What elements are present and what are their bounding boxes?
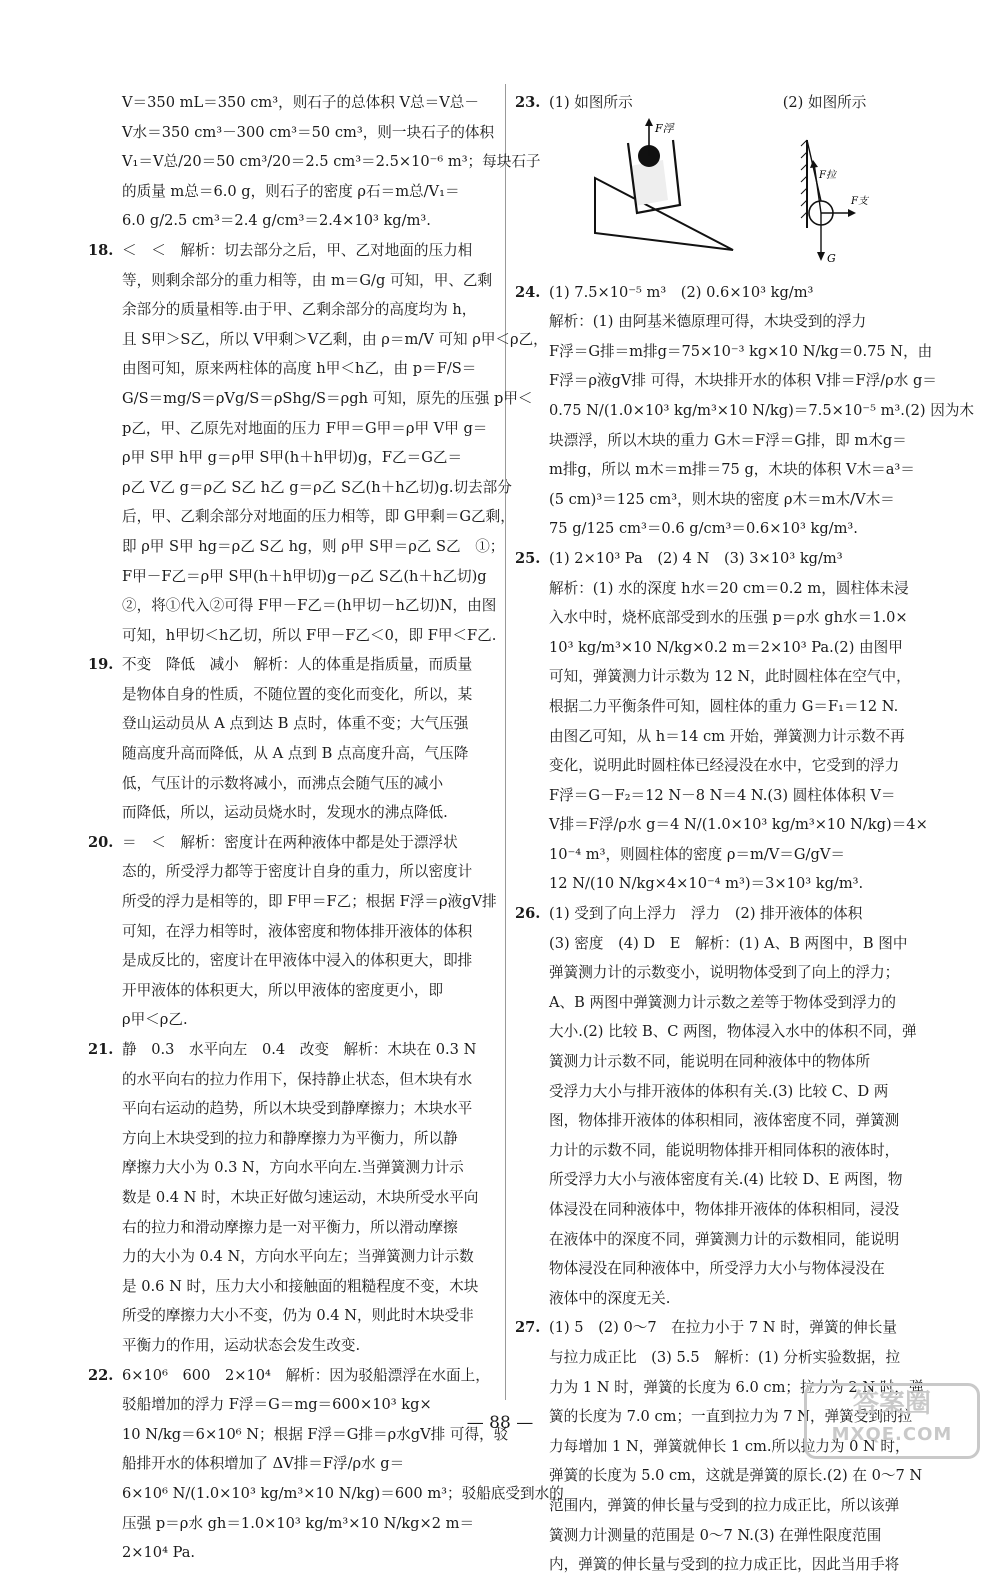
label-g: G bbox=[827, 251, 836, 265]
text-line bbox=[515, 1106, 933, 1136]
line-text: 所受的浮力是相等的，即 F甲＝F乙；根据 F浮＝ρ液gV排 bbox=[122, 893, 497, 911]
question-number: 25. bbox=[515, 549, 541, 567]
page-number: — 88 — bbox=[466, 1413, 534, 1433]
line-text: 6×10⁶ 600 2×10⁴ 解析：因为驳船漂浮在水面上， bbox=[122, 1366, 490, 1384]
line-text: (1) 5 (2) 0～7 在拉力小于 7 N 时，弹簧的伸长量 bbox=[549, 1319, 897, 1337]
line-text: 液体中的深度无关. bbox=[549, 1289, 671, 1307]
line-text: 受浮力大小与排开液体的体积有关.(3) 比较 C、D 两 bbox=[549, 1082, 889, 1100]
line-text: 即 ρ甲 S甲 hg＝ρ乙 S乙 hg，则 ρ甲 S甲＝ρ乙 S乙 ①； bbox=[122, 537, 505, 555]
text-line bbox=[515, 840, 933, 870]
question-number: 23. bbox=[515, 94, 541, 111]
question-line bbox=[88, 236, 490, 266]
line-text: 压强 p＝ρ水 gh＝1.0×10³ kg/m³×10 N/kg×2 m＝ bbox=[122, 1514, 475, 1532]
line-text: 可知，在浮力相等时，液体密度和物体排开液体的体积 bbox=[122, 922, 473, 940]
line-text: 低，气压计的示数将减小，而沸点会随气压的减小 bbox=[122, 774, 444, 792]
question-line bbox=[88, 1035, 490, 1065]
text-line bbox=[88, 1538, 490, 1568]
question-line bbox=[88, 828, 490, 858]
question-number: 27. bbox=[515, 1319, 541, 1337]
line-text: F甲－F乙＝ρ甲 S甲(h＋h甲切)g－ρ乙 S乙(h＋h乙切)g bbox=[122, 567, 487, 585]
line-text: (1) 受到了向上浮力 浮力 (2) 排开液体的体积 bbox=[549, 905, 863, 923]
text-line bbox=[515, 1461, 933, 1491]
text-line bbox=[515, 366, 937, 396]
line-text: 且 S甲＞S乙，所以 V甲剩＞V乙剩，由 ρ＝m/V 可知 ρ甲＜ρ乙， bbox=[122, 330, 548, 348]
line-text: 力的大小为 0.4 N，方向水平向左；当弹簧测力计示数 bbox=[122, 1248, 474, 1266]
text-line bbox=[88, 443, 490, 473]
text-line bbox=[88, 266, 493, 296]
label-f-buoy: F浮 bbox=[655, 121, 674, 135]
q23-header bbox=[515, 88, 933, 118]
line-text: 是成反比的，密度计在甲液体中浸入的体积更大，即排 bbox=[122, 952, 473, 970]
text-line bbox=[515, 958, 933, 988]
line-text: 态的，所受浮力都等于密度计自身的重力，所以密度计 bbox=[122, 863, 473, 881]
text-line bbox=[88, 1301, 490, 1331]
line-text: 在液体中的深度不同，弹簧测力计的示数相同，能说明 bbox=[549, 1230, 900, 1248]
line-text: 图，物体排开液体的体积相同，液体密度不同，弹簧测 bbox=[549, 1112, 900, 1130]
question-number: 20. bbox=[88, 833, 114, 851]
question-line bbox=[515, 278, 933, 308]
line-text: 解析：(1) 水的深度 h水＝20 cm＝0.2 m，圆柱体未浸 bbox=[549, 579, 909, 597]
line-text: (1) 2×10³ Pa (2) 4 N (3) 3×10³ kg/m³ bbox=[549, 549, 843, 567]
line-text: ρ甲＜ρ乙. bbox=[122, 1011, 188, 1029]
text-line bbox=[88, 325, 548, 355]
line-text: 方向上木块受到的拉力和静摩擦力为平衡力，所以静 bbox=[122, 1129, 458, 1147]
text-line bbox=[88, 177, 490, 207]
line-text: 平衡力的作用，运动状态会发生改变. bbox=[122, 1336, 361, 1354]
line-text: 大小.(2) 比较 B、C 两图，物体浸入水中的体积不同，弹 bbox=[549, 1023, 917, 1041]
line-text: 余部分的质量相等.由于甲、乙剩余部分的高度均为 h， bbox=[122, 301, 477, 319]
line-text: V＝350 mL＝350 cm³，则石子的总体积 V总＝V总－ bbox=[122, 94, 479, 111]
text-line bbox=[515, 1017, 933, 1047]
text-line bbox=[88, 206, 490, 236]
line-text: 右的拉力和滑动摩擦力是一对平衡力，所以滑动摩擦 bbox=[122, 1218, 458, 1236]
text-line bbox=[515, 1521, 933, 1551]
question-number: 19. bbox=[88, 656, 114, 674]
line-text: 后，甲、乙剩余部分对地面的压力相等，即 G甲剩＝G乙剩， bbox=[122, 508, 515, 526]
text-line bbox=[88, 621, 497, 651]
text-line bbox=[515, 1225, 933, 1255]
line-text: 75 g/125 cm³＝0.6 g/cm³＝0.6×10³ kg/m³. bbox=[549, 520, 858, 538]
line-text: 由图乙可知，从 h＝14 cm 开始，弹簧测力计示数不再 bbox=[549, 727, 905, 745]
text-line bbox=[88, 1331, 490, 1361]
text-line bbox=[515, 426, 933, 456]
text-line bbox=[88, 1183, 490, 1213]
column-divider bbox=[505, 84, 506, 1400]
text-line bbox=[88, 1509, 490, 1539]
text-line bbox=[515, 514, 933, 544]
question-number: 21. bbox=[88, 1041, 114, 1058]
line-text: ②，将①代入②可得 F甲－F乙＝(h甲切－h乙切)N，由图 bbox=[122, 597, 497, 615]
text-line bbox=[88, 473, 512, 503]
text-line bbox=[88, 1005, 490, 1035]
text-line bbox=[515, 1550, 933, 1580]
right-column bbox=[515, 88, 975, 1580]
text-line bbox=[515, 1195, 933, 1225]
line-text: G/S＝mg/S＝ρVg/S＝ρShg/S＝ρgh 可知，原先的压强 p甲＜ bbox=[122, 389, 533, 407]
text-line bbox=[515, 810, 933, 840]
line-text: 0.75 N/(1.0×10³ kg/m³×10 N/kg)＝7.5×10⁻⁵ m³.(2) 因为木 bbox=[549, 401, 975, 419]
text-line bbox=[88, 1449, 490, 1479]
question-number: 18. bbox=[88, 241, 114, 259]
text-line bbox=[515, 988, 933, 1018]
line-text: ρ甲 S甲 h甲 g＝ρ甲 S甲(h＋h甲切)g，F乙＝G乙＝ bbox=[122, 449, 463, 467]
line-text: 是 0.6 N 时，压力大小和接触面的粗糙程度不变，木块 bbox=[122, 1277, 479, 1295]
text-line bbox=[88, 1124, 490, 1154]
text-line bbox=[515, 1136, 933, 1166]
text-line bbox=[88, 1479, 564, 1509]
question-number: 24. bbox=[515, 283, 541, 301]
line-text: m排g，所以 m木＝m排＝75 g，木块的体积 V木＝a³＝ bbox=[549, 461, 915, 479]
question-line bbox=[88, 1361, 490, 1391]
text-line bbox=[515, 1491, 933, 1521]
line-text: 是物体自身的性质，不随位置的变化而变化，所以，某 bbox=[122, 685, 473, 703]
incline-figure bbox=[595, 118, 733, 250]
line-text: 数是 0.4 N 时，木块正好做匀速运动，木块所受水平向 bbox=[122, 1188, 479, 1206]
text-line bbox=[88, 562, 490, 592]
text-line bbox=[88, 1153, 490, 1183]
arrow-head-icon bbox=[645, 118, 653, 126]
label-f-support: F支 bbox=[851, 195, 868, 207]
text-line bbox=[515, 1077, 933, 1107]
line-text: V水＝350 cm³－300 cm³＝50 cm³，则一块石子的体积 bbox=[122, 123, 495, 141]
q23-part1: (1) 如图所示 bbox=[549, 94, 633, 111]
q23-figure bbox=[515, 118, 933, 278]
line-text: 变化，说明此时圆柱体已经浸没在水中，它受到的浮力 bbox=[549, 757, 900, 775]
text-line bbox=[515, 722, 933, 752]
text-line bbox=[88, 1242, 490, 1272]
text-line bbox=[88, 887, 497, 917]
line-text: p乙，甲、乙原先对地面的压力 F甲＝G甲＝ρ甲 V甲 g＝ bbox=[122, 419, 488, 437]
line-text: 内，弹簧的伸长量与受到的拉力成正比，因此当用手将 bbox=[549, 1556, 900, 1574]
text-line bbox=[515, 929, 933, 959]
line-text: 驳船增加的浮力 F浮＝G＝mg＝600×10³ kg× bbox=[122, 1396, 432, 1414]
line-text: 簧测力计测量的范围是 0～7 N.(3) 在弹性限度范围 bbox=[549, 1526, 882, 1544]
q23-diagrams bbox=[515, 118, 933, 278]
line-text: ＝ ＜ 解析：密度计在两种液体中都是处于漂浮状 bbox=[122, 833, 458, 851]
text-line bbox=[515, 337, 933, 367]
text-line bbox=[88, 1213, 490, 1243]
line-text: 弹簧的长度为 5.0 cm，这就是弹簧的原长.(2) 在 0～7 N bbox=[549, 1467, 923, 1485]
text-line bbox=[515, 307, 933, 337]
line-text: 力计的示数不同，能说明物体排开相同体积的液体时， bbox=[549, 1141, 900, 1159]
line-text: 10⁻⁴ m³，则圆柱体的密度 ρ＝m/V＝G/gV＝ bbox=[549, 845, 845, 863]
line-text: 解析：(1) 由阿基米德原理可得，木块受到的浮力 bbox=[549, 313, 867, 331]
line-text: 力每增加 1 N，弹簧就伸长 1 cm.所以拉力为 0 N 时， bbox=[549, 1437, 910, 1455]
line-text: 6.0 g/2.5 cm³＝2.4 g/cm³＝2.4×10³ kg/m³. bbox=[122, 212, 431, 230]
text-line bbox=[88, 946, 490, 976]
text-line bbox=[515, 574, 933, 604]
label-f-pull: F拉 bbox=[819, 169, 836, 181]
text-line bbox=[88, 532, 505, 562]
text-line bbox=[515, 692, 933, 722]
text-line bbox=[515, 751, 933, 781]
text-line bbox=[515, 396, 975, 426]
text-line bbox=[88, 147, 541, 177]
text-line bbox=[88, 1065, 490, 1095]
line-text: 随高度升高而降低，从 A 点到 B 点高度升高，气压降 bbox=[122, 745, 469, 763]
line-text: 弹簧测力计的示数变小，说明物体受到了向上的浮力； bbox=[549, 964, 900, 982]
watermark-line1: 答案圈 bbox=[852, 1389, 931, 1419]
line-text: 6×10⁶ N/(1.0×10³ kg/m³×10 N/kg)＝600 m³；驳船底受到水的 bbox=[122, 1484, 564, 1502]
text-line bbox=[515, 1047, 933, 1077]
line-text: 力为 1 N 时，弹簧的长度为 6.0 cm；拉力为 2 N 时，弹 bbox=[549, 1378, 924, 1396]
line-text: 10³ kg/m³×10 N/kg×0.2 m＝2×10³ Pa.(2) 由图甲 bbox=[549, 638, 903, 656]
text-line bbox=[88, 591, 497, 621]
text-line bbox=[88, 798, 490, 828]
text-line bbox=[88, 384, 533, 414]
line-text: 而降低，所以，运动员烧水时，发现水的沸点降低. bbox=[122, 804, 448, 822]
text-line bbox=[88, 709, 490, 739]
text-line bbox=[88, 1094, 490, 1124]
text-line bbox=[88, 502, 515, 532]
q23-part2: (2) 如图所示 bbox=[782, 94, 867, 111]
text-line bbox=[515, 485, 933, 515]
line-text: F浮＝G排＝m排g＝75×10⁻³ kg×10 N/kg＝0.75 N，由 bbox=[549, 342, 933, 360]
line-text: 物体浸没在同种液体中，所受浮力大小与物体浸没在 bbox=[549, 1260, 885, 1278]
line-text: 静 0.3 水平向左 0.4 改变 解析：木块在 0.3 N bbox=[122, 1041, 477, 1058]
line-text: A、B 两图中弹簧测力计示数之差等于物体受到浮力的 bbox=[549, 993, 896, 1011]
text-line bbox=[88, 295, 490, 325]
line-text: 的水平向右的拉力作用下，保持静止状态，但木块有水 bbox=[122, 1070, 473, 1088]
text-line bbox=[515, 1165, 933, 1195]
line-text: F浮＝ρ液gV排 可得，木块排开水的体积 V排＝F浮/ρ水 g＝ bbox=[549, 372, 937, 390]
line-text: (3) 密度 (4) D E 解析：(1) A、B 两图中，B 图中 bbox=[549, 934, 908, 952]
line-text: 簧测力计示数不同，能说明在同种液体中的物体所 bbox=[549, 1053, 871, 1071]
line-text: 的质量 m总＝6.0 g，则石子的密度 ρ石＝m总/V₁＝ bbox=[122, 182, 460, 200]
arrow-head-icon bbox=[848, 209, 856, 217]
text-line bbox=[88, 1272, 490, 1302]
line-text: 可知，弹簧测力计示数为 12 N，此时圆柱体在空气中， bbox=[549, 668, 911, 686]
line-text: 平向右运动的趋势，所以木块受到静摩擦力；木块水平 bbox=[122, 1100, 473, 1118]
line-text: 开甲液体的体积更大，所以甲液体的密度更小，即 bbox=[122, 981, 444, 999]
line-text: 10 N/kg＝6×10⁶ N；根据 F浮＝G排＝ρ水gV排 可得，驳 bbox=[122, 1425, 509, 1443]
text-line bbox=[515, 633, 933, 663]
watermark-logo bbox=[804, 1383, 980, 1459]
watermark-line2: MXQE.COM bbox=[831, 1424, 953, 1445]
line-text: 入水中时，烧杯底部受到水的压强 p＝ρ水 gh水＝1.0× bbox=[549, 609, 908, 627]
line-text: 所受的摩擦力大小不变，仍为 0.4 N，则此时木块受非 bbox=[122, 1307, 474, 1325]
line-text: (5 cm)³＝125 cm³，则木块的密度 ρ木＝m木/V木＝ bbox=[549, 490, 895, 508]
line-text: 不变 降低 减小 解析：人的体重是指质量，而质量 bbox=[122, 656, 473, 674]
text-line bbox=[88, 88, 490, 118]
text-line bbox=[88, 769, 490, 799]
text-line bbox=[515, 781, 933, 811]
question-number: 22. bbox=[88, 1366, 114, 1384]
line-text: F浮＝G－F₂＝12 N－8 N＝4 N.(3) 圆柱体体积 V＝ bbox=[549, 786, 896, 804]
text-line bbox=[88, 354, 490, 384]
line-text: V₁＝V总/20＝50 cm³/20＝2.5 cm³＝2.5×10⁻⁶ m³；每块石子 bbox=[122, 153, 541, 171]
text-line bbox=[88, 414, 490, 444]
text-line bbox=[88, 976, 490, 1006]
line-text: ＜ ＜ 解析：切去部分之后，甲、乙对地面的压力相 bbox=[122, 241, 473, 259]
line-text: 体浸没在同种液体中，物体排开液体的体积相同，浸没 bbox=[549, 1201, 900, 1218]
question-line bbox=[515, 544, 933, 574]
line-text: 摩擦力大小为 0.3 N，方向水平向左.当弹簧测力计示 bbox=[122, 1159, 464, 1177]
question-line bbox=[515, 899, 933, 929]
line-text: 范围内，弹簧的伸长量与受到的拉力成正比，所以该弹 bbox=[549, 1496, 900, 1514]
line-text: 2×10⁴ Pa. bbox=[122, 1544, 196, 1562]
question-line bbox=[88, 650, 490, 680]
line-text: 等，则剩余部分的重力相等，由 m＝G/g 可知，甲、乙剩 bbox=[122, 271, 493, 289]
wall-ball-figure bbox=[801, 140, 870, 265]
question-line bbox=[515, 1313, 933, 1343]
text-line bbox=[515, 1254, 933, 1284]
text-line bbox=[515, 1343, 933, 1373]
line-text: 根据二力平衡条件可知，圆柱体的重力 G＝F₁＝12 N. bbox=[549, 697, 899, 715]
text-line bbox=[88, 680, 490, 710]
line-text: ρ乙 V乙 g＝ρ乙 S乙 h乙 g＝ρ乙 S乙(h＋h乙切)g.切去部分 bbox=[122, 478, 512, 496]
text-line bbox=[515, 455, 933, 485]
text-line bbox=[88, 917, 490, 947]
line-text: (1) 7.5×10⁻⁵ m³ (2) 0.6×10³ kg/m³ bbox=[549, 283, 814, 301]
line-text: 由图可知，原来两柱体的高度 h甲＜h乙，由 p＝F/S＝ bbox=[122, 360, 477, 378]
line-text: 与拉力成正比 (3) 5.5 解析：(1) 分析实验数据，拉 bbox=[549, 1348, 901, 1366]
text-line bbox=[88, 739, 490, 769]
line-text: 12 N/(10 N/kg×4×10⁻⁴ m³)＝3×10³ kg/m³. bbox=[549, 875, 864, 893]
line-text: 可知，h甲切＜h乙切，所以 F甲－F乙＜0，即 F甲＜F乙. bbox=[122, 626, 497, 644]
text-line bbox=[515, 1284, 933, 1314]
arrow-head-icon bbox=[817, 252, 825, 261]
line-text: 块漂浮，所以木块的重力 G木＝F浮＝G排，即 m木g＝ bbox=[549, 431, 907, 449]
line-text: 簧的长度为 7.0 cm；一直到拉力为 7 N，弹簧受到的拉 bbox=[549, 1408, 913, 1426]
question-number: 26. bbox=[515, 905, 541, 923]
text-line bbox=[88, 118, 495, 148]
line-text: 船排开水的体积增加了 ΔV排＝F浮/ρ水 g＝ bbox=[122, 1455, 405, 1473]
line-text: 所受浮力大小与液体密度有关.(4) 比较 D、E 两图，物 bbox=[549, 1171, 903, 1189]
line-text: 登山运动员从 A 点到达 B 点时，体重不变；大气压强 bbox=[122, 715, 469, 733]
text-line bbox=[515, 662, 933, 692]
text-line bbox=[515, 869, 933, 899]
text-line bbox=[88, 857, 490, 887]
text-line bbox=[515, 603, 933, 633]
line-text: V排＝F浮/ρ水 g＝4 N/(1.0×10³ kg/m³×10 N/kg)＝4× bbox=[549, 816, 928, 834]
